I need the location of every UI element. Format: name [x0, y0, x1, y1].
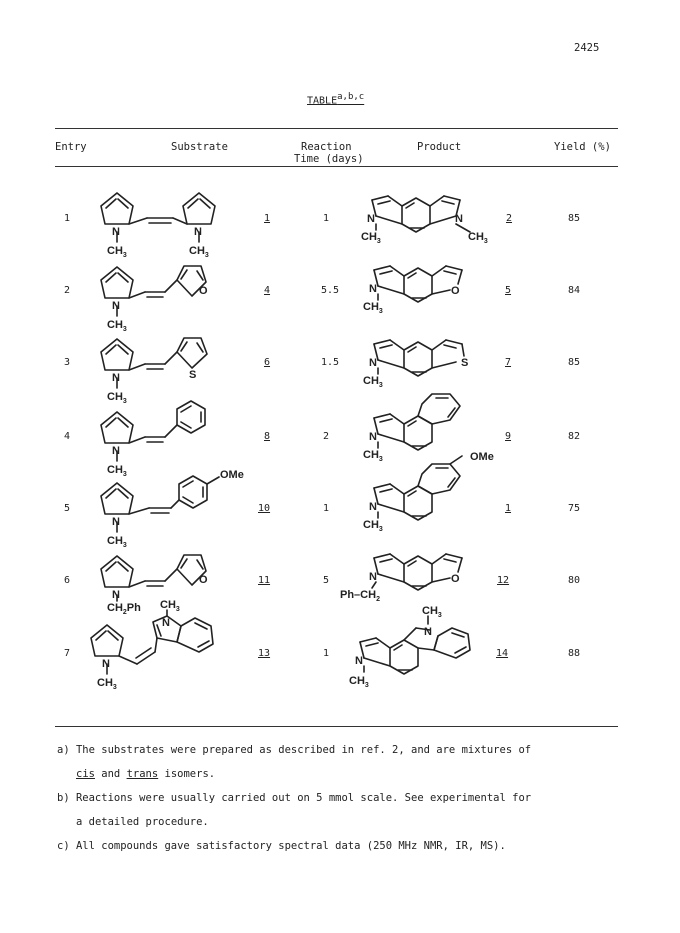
table-bottom-rule [55, 726, 618, 727]
product-structure-2 [358, 182, 518, 252]
product-structure-7 [360, 326, 510, 396]
header-entry: Entry [55, 141, 87, 153]
table-header-rule [55, 166, 618, 167]
yield-value: 85 [568, 213, 581, 224]
atom-label-ome: OMe [220, 469, 244, 481]
atom-subscript: 3 [483, 238, 488, 245]
substrate-structure-13 [85, 599, 245, 704]
yield-value: 85 [568, 357, 581, 368]
atom-label-n: N [369, 501, 377, 513]
atom-subscript: 3 [364, 682, 369, 689]
entry-number: 6 [64, 575, 71, 586]
atom-label-o: O [199, 285, 208, 297]
atom-label-n: N [455, 213, 463, 225]
atom-label-ch3: CH [422, 605, 438, 617]
atom-label-ch3: CH [107, 391, 123, 403]
product-structure-14 [340, 606, 500, 696]
footnote-cis: cis [76, 768, 95, 780]
atom-label-n: N [112, 300, 120, 312]
atom-label-n: N [112, 516, 120, 528]
table-title-text: TABLE [307, 95, 338, 107]
atom-label-n: N [369, 283, 377, 295]
product-compound-number: 1 [505, 503, 512, 514]
reaction-time: 1 [323, 503, 330, 514]
product-structure-12 [340, 540, 510, 610]
svg-text:CH3 [107, 535, 127, 549]
atom-label-n: N [369, 571, 377, 583]
svg-text:CH3 [363, 375, 383, 389]
product-structure-1 [360, 450, 520, 540]
product-structure-5 [360, 252, 510, 322]
product-compound-number: 9 [505, 431, 512, 442]
atom-label-ch3: CH [363, 301, 379, 313]
svg-text:CH3 [97, 677, 117, 691]
reaction-time: 5 [323, 575, 330, 586]
atom-label-o: O [451, 573, 460, 585]
entry-number: 7 [64, 648, 71, 659]
table-top-rule [55, 128, 618, 129]
atom-label-ch3: CH [189, 245, 205, 257]
entry-number: 5 [64, 503, 71, 514]
svg-text:CH3 [363, 301, 383, 315]
reaction-time: 1 [323, 648, 330, 659]
atom-label-ch3: CH [107, 319, 123, 331]
atom-subscript: 3 [204, 252, 209, 259]
atom-label-n: N [112, 445, 120, 457]
substrate-structure-1 [95, 188, 245, 268]
reaction-time: 1.5 [321, 357, 340, 368]
atom-subscript: 3 [378, 382, 383, 389]
atom-subscript: 3 [112, 684, 117, 691]
atom-label-ch3: CH [349, 675, 365, 687]
atom-subscript: 3 [175, 606, 180, 613]
entry-number: 3 [64, 357, 71, 368]
header-time-days: Time (days) [294, 153, 364, 165]
product-compound-number: 7 [505, 357, 512, 368]
substrate-compound-number: 1 [264, 213, 271, 224]
footnote-trans: trans [126, 768, 159, 780]
yield-value: 84 [568, 285, 581, 296]
atom-label-n: N [112, 372, 120, 384]
atom-subscript: 3 [378, 526, 383, 533]
atom-subscript: 3 [122, 398, 127, 405]
svg-text:CH3 [107, 245, 127, 259]
atom-label-ch3: CH [160, 599, 176, 611]
svg-text:Ph–CH2 [340, 589, 380, 603]
footnote-b-line1: b) Reactions were usually carried out on 5 mmol scale. See experimental for [57, 792, 532, 804]
atom-subscript: 3 [122, 326, 127, 333]
footnote-c-line1: c) All compounds gave satisfactory spectral data (250 MHz NMR, IR, MS). [57, 840, 506, 852]
atom-label-n: N [194, 226, 202, 238]
atom-label-n: N [112, 589, 120, 601]
atom-subscript: 3 [122, 252, 127, 259]
footnote-and: and [94, 768, 127, 780]
footnote-b-line2: a detailed procedure. [76, 816, 209, 828]
yield-value: 75 [568, 503, 581, 514]
atom-label-ch3: CH [468, 231, 484, 243]
header-reaction: Reaction [301, 141, 352, 153]
header-substrate: Substrate [171, 141, 228, 153]
substrate-structure-6 [95, 334, 245, 410]
substrate-compound-number: 10 [258, 503, 271, 514]
entry-number: 1 [64, 213, 71, 224]
page-number: 2425 [574, 42, 600, 54]
svg-text:CH3 [361, 231, 381, 245]
atom-label-n: N [355, 655, 363, 667]
reaction-time: 5.5 [321, 285, 340, 296]
atom-label-ch3: CH [363, 449, 379, 461]
product-compound-number: 5 [505, 285, 512, 296]
atom-label-o: O [199, 574, 208, 586]
atom-label-ch3: CH [361, 231, 377, 243]
atom-label-ch3: CH [107, 535, 123, 547]
entry-number: 2 [64, 285, 71, 296]
yield-value: 82 [568, 431, 581, 442]
atom-label-n: N [424, 626, 432, 638]
table-title-footnote-marks: a,b,c [337, 92, 365, 102]
table-title [307, 92, 364, 106]
svg-text:CH3 [189, 245, 209, 259]
substrate-compound-number: 13 [258, 648, 271, 659]
atom-label-ome: OMe [470, 451, 494, 463]
entry-number: 4 [64, 431, 71, 442]
atom-subscript: 2 [122, 609, 127, 616]
atom-subscript: 3 [122, 542, 127, 549]
atom-subscript: 2 [376, 596, 380, 603]
footnote-isomers: isomers. [158, 768, 216, 780]
atom-label-s: S [461, 357, 469, 369]
svg-text:CH3 [107, 319, 127, 333]
header-product: Product [417, 141, 462, 153]
atom-subscript: 3 [378, 456, 383, 463]
product-compound-number: 2 [506, 213, 513, 224]
product-compound-number: 14 [496, 648, 509, 659]
atom-label-ch3: CH [107, 245, 123, 257]
atom-label-n: N [162, 617, 170, 629]
substrate-compound-number: 6 [264, 357, 271, 368]
svg-text:CH3 [349, 675, 369, 689]
atom-label-ch3: CH [107, 464, 123, 476]
footnote-a-line1: a) The substrates were prepared as described in ref. 2, and are mixtures of [57, 744, 532, 756]
atom-label-n: N [367, 213, 375, 225]
atom-label-ph: Ph [126, 602, 141, 614]
atom-label-o: O [451, 285, 460, 297]
yield-value: 88 [568, 648, 581, 659]
substrate-compound-number: 11 [258, 575, 271, 586]
yield-value: 80 [568, 575, 581, 586]
atom-label-ch3: CH [363, 519, 379, 531]
substrate-compound-number: 8 [264, 431, 271, 442]
substrate-structure-10 [95, 468, 265, 552]
atom-label-ph-ch2: Ph–CH [340, 589, 377, 601]
atom-label-n: N [369, 357, 377, 369]
atom-subscript: 3 [376, 238, 381, 245]
atom-label-s: S [189, 369, 197, 381]
atom-subscript: 3 [437, 612, 442, 619]
atom-label-ch3: CH [97, 677, 113, 689]
atom-label-n: N [369, 431, 377, 443]
reaction-time: 2 [323, 431, 330, 442]
svg-text:CH3 [468, 231, 488, 245]
atom-label-ch2: CH [107, 602, 123, 614]
svg-text:CH3 [422, 605, 442, 619]
atom-subscript: 3 [122, 471, 127, 478]
reaction-time: 1 [323, 213, 330, 224]
substrate-compound-number: 4 [264, 285, 271, 296]
atom-label-ch3: CH [363, 375, 379, 387]
atom-subscript: 3 [378, 308, 383, 315]
svg-text:CH3 [363, 519, 383, 533]
product-compound-number: 12 [497, 575, 510, 586]
atom-label-n: N [102, 658, 110, 670]
header-yield: Yield (%) [554, 141, 611, 153]
footnote-a-line2 [76, 768, 215, 780]
atom-label-n: N [112, 226, 120, 238]
substrate-structure-4 [95, 262, 245, 338]
